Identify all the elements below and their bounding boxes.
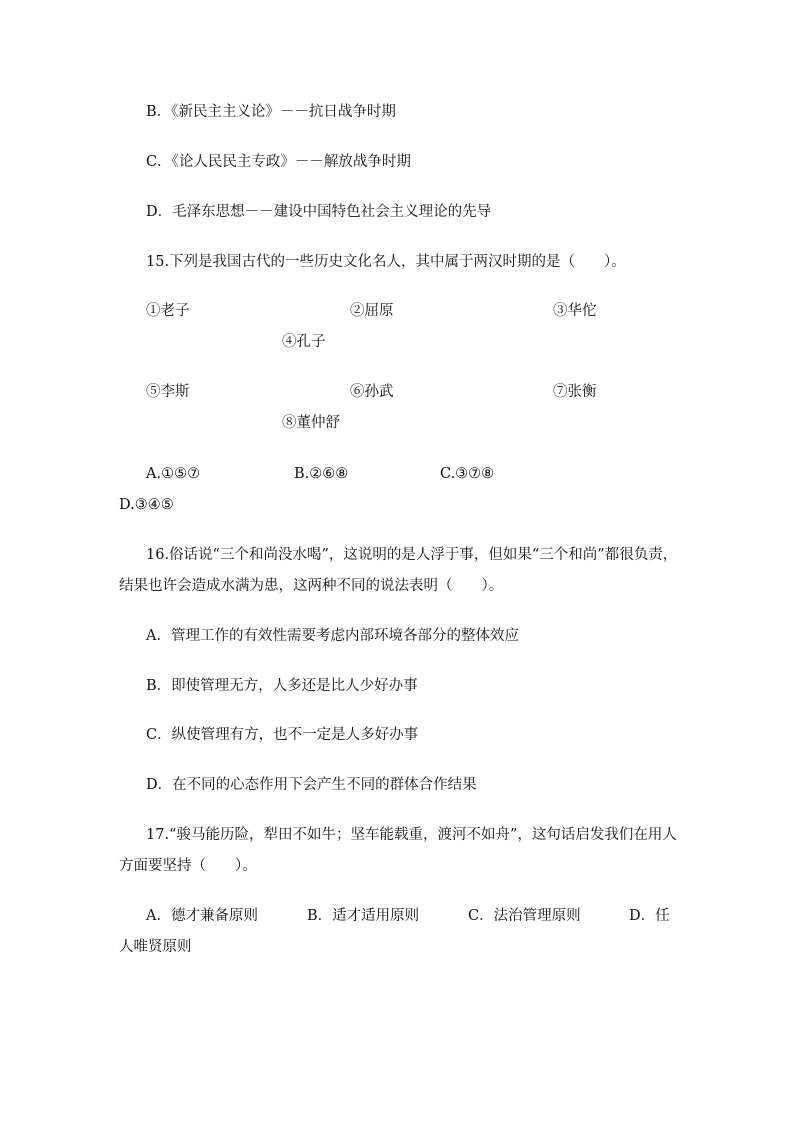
q17-stem-line1: 17.“骏马能历险，犁田不如牛；坚车能载重，渡河不如舟”，这句话启发我们在用人 — [146, 827, 677, 843]
q15-person-2: ②屈原 — [350, 303, 394, 319]
q16-option-a: A．管理工作的有效性需要考虑内部环境各部分的整体效应 — [146, 628, 519, 644]
q17-stem-line2: 方面要坚持（ ）。 — [119, 858, 257, 874]
q16-stem-line2: 结果也许会造成水满为患，这两种不同的说法表明（ ）。 — [119, 578, 504, 594]
q15-person-5: ⑤李斯 — [146, 384, 190, 400]
q15-person-3: ③华佗 — [553, 303, 597, 319]
q15-stem: 15.下列是我国古代的一些历史文化名人，其中属于两汉时期的是（ ）。 — [146, 254, 626, 270]
q17-option-b: B．适才适用原则 — [307, 908, 420, 924]
q15-person-4: ④孔子 — [282, 334, 326, 350]
q15-option-c: C.③⑦⑧ — [440, 466, 495, 482]
q15-person-1: ①老子 — [146, 303, 190, 319]
q15-option-a: A.①⑤⑦ — [146, 466, 201, 482]
q14-option-c: C．《论人民民主专政》－－解放战争时期 — [146, 154, 411, 170]
q14-option-d: D．毛泽东思想－－建设中国特色社会主义理论的先导 — [146, 204, 492, 220]
q17-option-d-part1: D．任 — [629, 908, 670, 924]
q15-option-b: B.②⑥⑧ — [294, 466, 349, 482]
q16-option-b: B．即使管理无方，人多还是比人少好办事 — [146, 678, 418, 694]
q15-person-6: ⑥孙武 — [350, 384, 394, 400]
q17-option-a: A．德才兼备原则 — [146, 908, 258, 924]
q16-stem-line1: 16.俗话说“三个和尚没水喝”，这说明的是人浮于事，但如果“三个和尚”都很负责， — [146, 547, 678, 563]
q15-person-8: ⑧董仲舒 — [282, 415, 340, 431]
q17-option-d-part2: 人唯贤原则 — [119, 939, 192, 955]
q16-option-c: C．纵使管理有方，也不一定是人多好办事 — [146, 727, 419, 743]
q16-option-d: D．在不同的心态作用下会产生不同的群体合作结果 — [146, 777, 477, 793]
q17-option-c: C．法治管理原则 — [468, 908, 581, 924]
q14-option-b: B．《新民主主义论》－－抗日战争时期 — [146, 104, 396, 120]
q15-option-d: D.③④⑤ — [119, 497, 174, 513]
q15-person-7: ⑦张衡 — [553, 384, 597, 400]
